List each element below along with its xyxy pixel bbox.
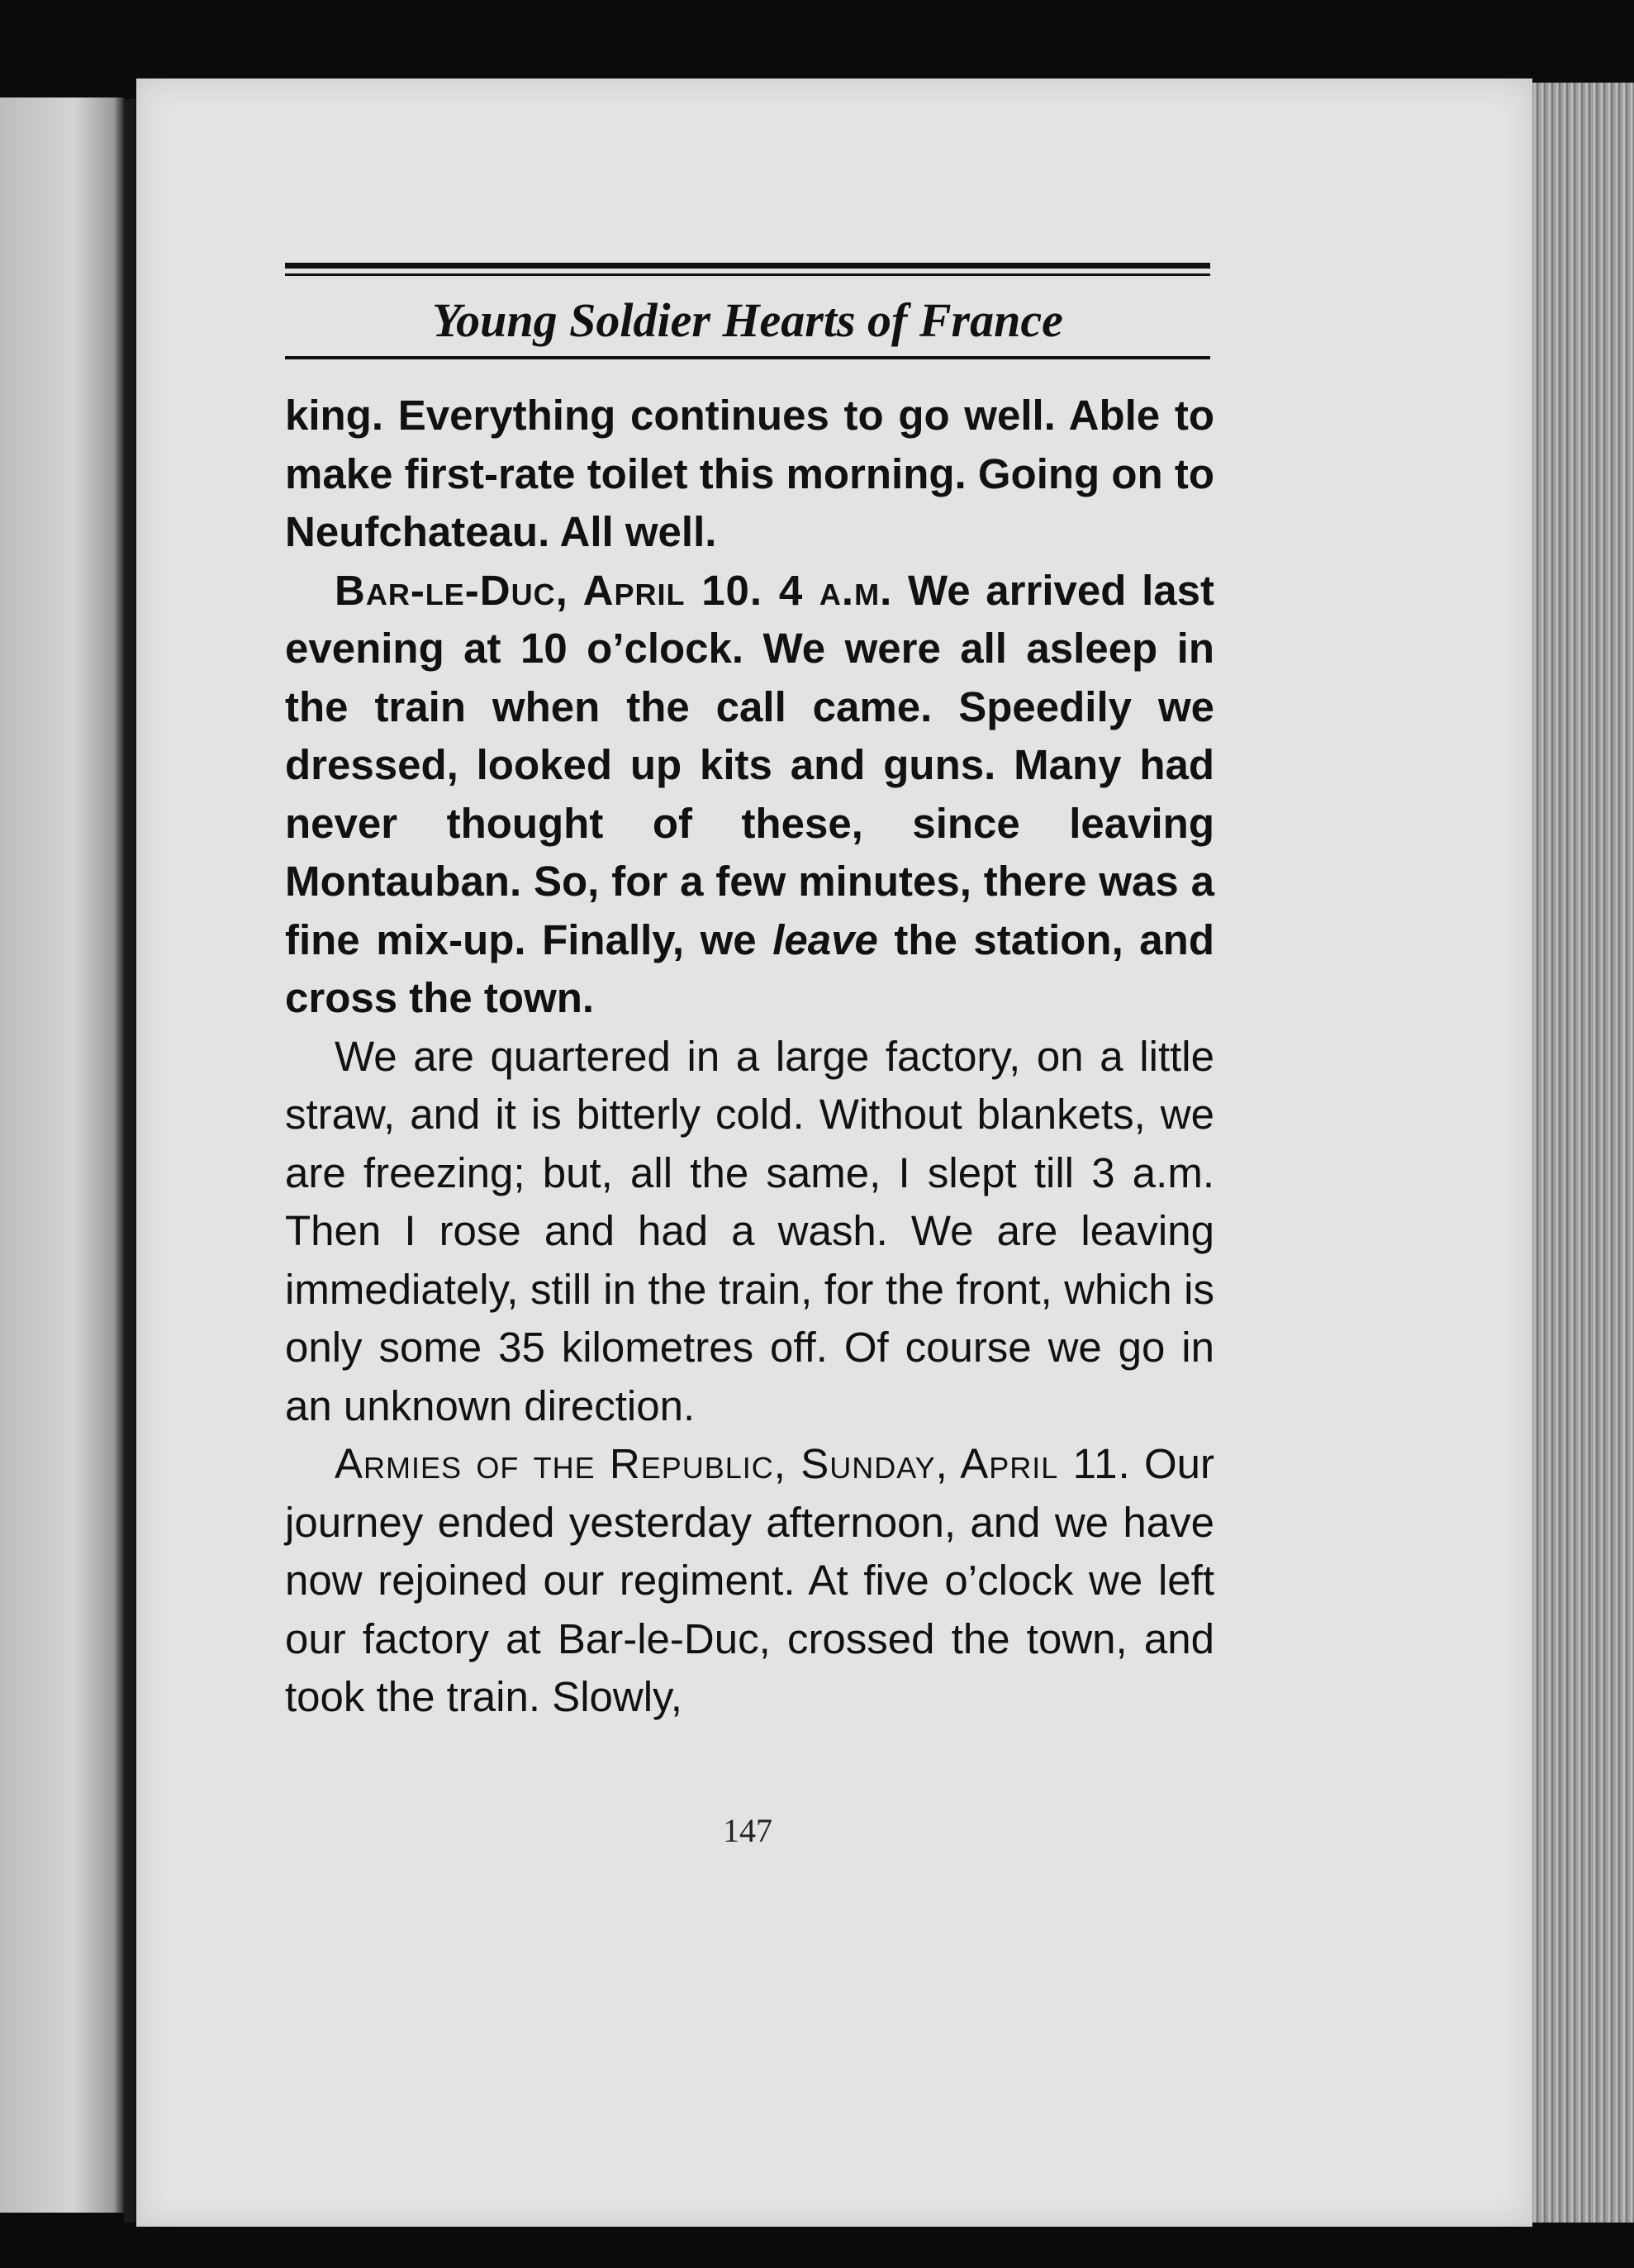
paragraph-2-end: the station, and cross the town. <box>285 915 1214 1021</box>
paragraph-2-text: We arrived last evening at 10 o’clock. We were all asleep in the train when the call came. Speedily we dressed, looked up kits and guns. Many had never thought of these, since leaving Montauban. So, for a few minutes, there was a fine mix-up. Finally, we <box>285 566 1215 963</box>
header-rule-thin <box>285 273 1210 276</box>
left-page-edge <box>0 97 124 2213</box>
paragraph-1: king. Everything continues to go well. Able to make first-rate toilet this morning. Going on to Neufchateau. All well. <box>285 392 1214 555</box>
page-fore-edges <box>1532 83 1634 2223</box>
paragraph-4 <box>285 1435 1214 1727</box>
paragraph-4-text: Our journey ended yesterday afternoon, and we have now rejoined our regiment. At five o’clock we left our factory at Bar-le-Duc, crossed the town, and took the train. Slowly, <box>285 1440 1214 1720</box>
header-rule-bottom <box>285 356 1210 359</box>
header-rule-thick <box>285 263 1210 269</box>
entry-heading-bar-le-duc: Bar-le-Duc, April 10. 4 a.m. <box>335 566 893 614</box>
page-number: 147 <box>723 1812 772 1849</box>
paragraph-2-italic: leave <box>772 915 878 963</box>
page-text <box>285 387 1214 1727</box>
running-head: Young Soldier Hearts of France <box>432 293 1063 347</box>
paragraph-3: We are quartered in a large factory, on a little straw, and it is bitterly cold. Without blankets, we are freezing; but, all the same, I slept till 3 a.m. Then I rose and had a wash. We are leaving immediately, still in the train, for the front, which is only some 35 kilometres off. Of course we go in an unknown direction. <box>285 1032 1214 1429</box>
book-spine-shadow <box>124 99 135 2223</box>
paragraph-2 <box>285 562 1214 1028</box>
entry-heading-armies: Armies of the Republic, Sunday, April 11. <box>335 1440 1131 1487</box>
